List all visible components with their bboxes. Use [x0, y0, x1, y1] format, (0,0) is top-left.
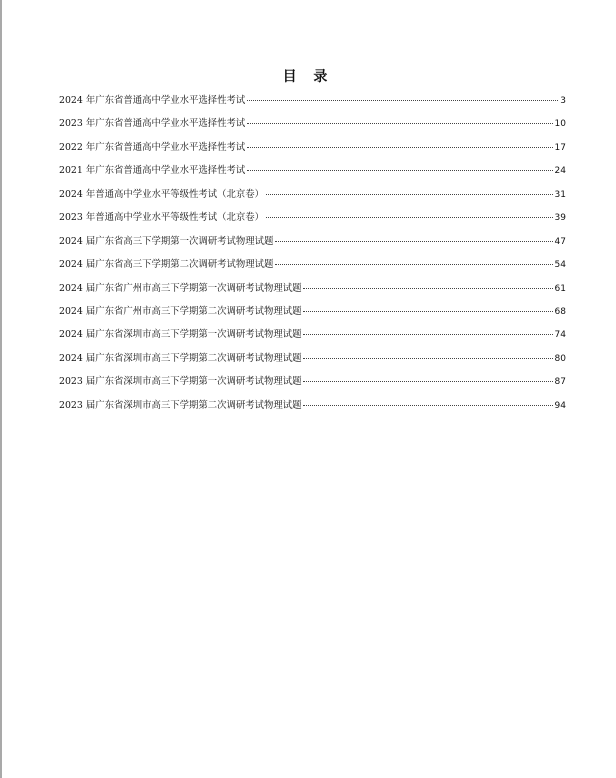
- toc-entry-page: 3: [560, 96, 566, 106]
- toc-leader-dots: [303, 311, 552, 312]
- toc-entry[interactable]: [59, 375, 566, 398]
- toc-leader-dots: [266, 194, 553, 195]
- toc-entry[interactable]: [59, 235, 566, 258]
- toc-entry-label: 2024 届广东省深圳市高三下学期第一次调研考试物理试题: [59, 329, 302, 341]
- toc-entry-label: 2021 年广东省普通高中学业水平选择性考试: [59, 165, 246, 177]
- toc-entry-page: 54: [554, 260, 566, 271]
- toc-leader-dots: [275, 241, 552, 242]
- toc-leader-dots: [303, 334, 552, 335]
- toc-leader-dots: [275, 264, 552, 265]
- toc-title: 目 录: [282, 69, 334, 85]
- toc-leader-dots: [303, 288, 552, 289]
- toc-entry[interactable]: [59, 328, 566, 351]
- toc-leader-dots: [266, 217, 553, 218]
- toc-entry[interactable]: [59, 211, 566, 234]
- toc-entry[interactable]: [59, 282, 566, 305]
- toc-entry-label: 2024 届广东省广州市高三下学期第一次调研考试物理试题: [59, 282, 302, 294]
- toc-leader-dots: [247, 100, 558, 101]
- toc-entry-page: 31: [554, 189, 566, 200]
- toc-entry-page: 17: [554, 142, 566, 153]
- toc-entry-page: 80: [554, 353, 566, 364]
- toc-entry-label: 2024 年普通高中学业水平等级性考试（北京卷）: [59, 188, 264, 200]
- toc-leader-dots: [303, 381, 552, 382]
- toc-leader-dots: [303, 358, 552, 359]
- toc-entry-page: 47: [554, 236, 566, 247]
- toc-entry-page: 87: [554, 377, 566, 388]
- toc-entry[interactable]: [59, 94, 566, 117]
- toc-entry-label: 2023 年广东省普通高中学业水平选择性考试: [59, 118, 246, 130]
- toc-entry-page: 24: [554, 166, 566, 177]
- toc-entry[interactable]: [59, 164, 566, 187]
- toc-entry-page: 61: [554, 283, 566, 294]
- toc-entry-page: 39: [554, 213, 566, 224]
- toc-entry-label: 2023 届广东省深圳市高三下学期第一次调研考试物理试题: [59, 376, 302, 388]
- toc-leader-dots: [247, 123, 552, 124]
- toc-entry[interactable]: [59, 117, 566, 140]
- toc-entry-page: 68: [554, 306, 566, 317]
- toc-leader-dots: [247, 170, 552, 171]
- toc-entry-label: 2024 届广东省深圳市高三下学期第二次调研考试物理试题: [59, 352, 302, 364]
- toc-entry[interactable]: [59, 141, 566, 164]
- toc-entry-label: 2024 年广东省普通高中学业水平选择性考试: [59, 95, 246, 106]
- toc-entry-label: 2022 年广东省普通高中学业水平选择性考试: [59, 141, 246, 153]
- toc-entry-label: 2023 年普通高中学业水平等级性考试（北京卷）: [59, 212, 264, 224]
- toc-entry-page: 74: [554, 330, 566, 341]
- toc-entry-label: 2024 届广东省高三下学期第二次调研考试物理试题: [59, 259, 274, 271]
- toc-entry-page: 94: [554, 400, 566, 411]
- toc-list: [59, 94, 566, 422]
- toc-entry-page: 10: [554, 119, 566, 130]
- toc-leader-dots: [247, 147, 552, 148]
- toc-entry[interactable]: [59, 399, 566, 422]
- toc-entry[interactable]: [59, 258, 566, 281]
- toc-entry-label: 2024 届广东省广州市高三下学期第二次调研考试物理试题: [59, 305, 302, 317]
- toc-entry-label: 2023 届广东省深圳市高三下学期第二次调研考试物理试题: [59, 399, 302, 411]
- toc-entry[interactable]: [59, 188, 566, 211]
- toc-entry-label: 2024 届广东省高三下学期第一次调研考试物理试题: [59, 235, 274, 247]
- toc-leader-dots: [303, 405, 552, 406]
- toc-entry[interactable]: [59, 352, 566, 375]
- toc-entry[interactable]: [59, 305, 566, 328]
